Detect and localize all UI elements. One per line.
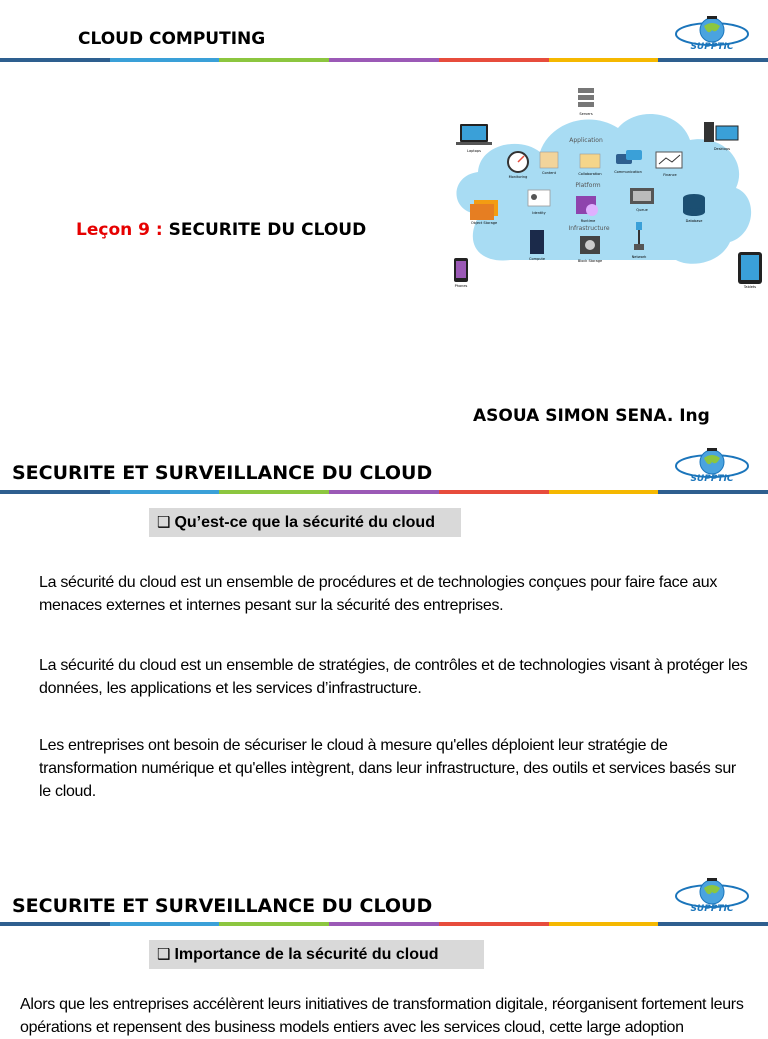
stripe-segment [439,922,549,926]
stripe-segment [0,490,110,494]
communication-label: Communication [614,170,642,174]
database-label: Database [685,219,703,223]
stripe-segment [658,58,768,62]
compute-label: Compute [529,257,545,261]
cloud-services-illustration [440,84,768,290]
stripe-segment [549,490,659,494]
stripe-segment [439,58,549,62]
supptic-logo [672,444,752,488]
block-storage-icon [578,236,602,263]
slide-2-header-stripe [0,490,768,494]
database-icon [683,194,705,223]
slide-3-header-title: SECURITE ET SURVEILLANCE DU CLOUD [12,895,433,917]
servers-icon [578,88,594,116]
supptic-logo [672,12,752,56]
section-tab-importance [149,940,484,969]
collaboration-label: Collaboration [578,172,602,176]
stripe-segment [219,922,329,926]
platform-label: Platform [575,182,601,189]
slide-2 [0,440,768,868]
author-name: ASOUA SIMON SENA. Ing [473,406,710,426]
stripe-segment [329,490,439,494]
slide-3 [0,868,768,1036]
stripe-segment [110,58,220,62]
laptops-label: Laptops [467,149,481,153]
paragraph-importance: Alors que les entreprises accélèrent leurs initiatives de transformation digitale, réorganisent fortement leurs opérations et repensent des business models entiers avec les services cloud, cette large adoption [20,996,744,1036]
content-label: Content [542,171,556,175]
section-tab-label: Qu’est-ce que la sécurité du cloud [174,514,435,531]
stripe-segment [219,490,329,494]
stripe-segment [549,58,659,62]
content-icon [540,152,558,175]
slide-2-header-title: SECURITE ET SURVEILLANCE DU CLOUD [12,462,433,484]
logo-wordmark: SUPPTIC [690,474,734,484]
paragraph-3: Les entreprises ont besoin de sécuriser le cloud à mesure qu'elles déploient leur stratégie de transformation numérique et qu'elles intègrent, dans leur infrastructure, des outils et services basés sur le cloud. [39,737,736,800]
phones-label: Phones [454,284,468,288]
checkbox-bullet-icon: ❑ [157,945,171,963]
section-tab-label: Importance de la sécurité du cloud [174,946,439,963]
application-label: Application [569,137,603,144]
slide-1-header-stripe [0,58,768,62]
slide-3-header-stripe [0,922,768,926]
monitoring-label: Monitoring [508,175,528,179]
logo-wordmark: SUPPTIC [690,42,734,52]
stripe-segment [439,490,549,494]
slide-1 [0,0,768,440]
servers-label: Servers [579,112,593,116]
section-tab-what-is-cloud-security [149,508,461,537]
object-storage-label: Object Storage [470,221,498,225]
stripe-segment [0,922,110,926]
identity-label: Identity [532,211,546,215]
runtime-label: Runtime [580,219,596,223]
laptop-icon [456,124,492,153]
supptic-logo [672,874,752,918]
stripe-segment [110,490,220,494]
stripe-segment [658,490,768,494]
checkbox-bullet-icon: ❑ [157,513,171,531]
object-storage-icon [470,200,498,225]
collaboration-icon [578,154,601,176]
logo-wordmark: SUPPTIC [690,904,734,914]
stripe-segment [329,922,439,926]
slide-1-header-title: CLOUD COMPUTING [78,29,266,49]
stripe-segment [0,58,110,62]
lesson-title: SECURITE DU CLOUD [168,220,367,240]
desktops-label: Desktops [713,147,731,151]
tablet-icon [738,252,762,289]
block-storage-label: Block Storage [577,259,603,263]
monitoring-icon [508,152,528,179]
network-label: Network [631,255,647,259]
compute-icon [529,230,545,261]
stripe-segment [110,922,220,926]
tablets-label: Tablets [743,285,757,289]
lesson-number: Leçon 9 : [76,220,163,240]
infrastructure-label: Infrastructure [568,225,610,232]
finance-label: Finance [663,173,677,177]
queue-label: Queue [636,208,648,212]
lesson-heading [76,220,366,240]
paragraph-1: La sécurité du cloud est un ensemble de procédures et de technologies conçues pour faire face aux menaces externes et internes pesant sur la sécurité des entreprises. [39,574,718,614]
stripe-segment [219,58,329,62]
stripe-segment [329,58,439,62]
stripe-segment [549,922,659,926]
phone-icon [454,258,468,288]
stripe-segment [658,922,768,926]
paragraph-2: La sécurité du cloud est un ensemble de stratégies, de contrôles et de technologies visant à protéger les données, les applications et les services d’infrastructure. [39,657,748,697]
